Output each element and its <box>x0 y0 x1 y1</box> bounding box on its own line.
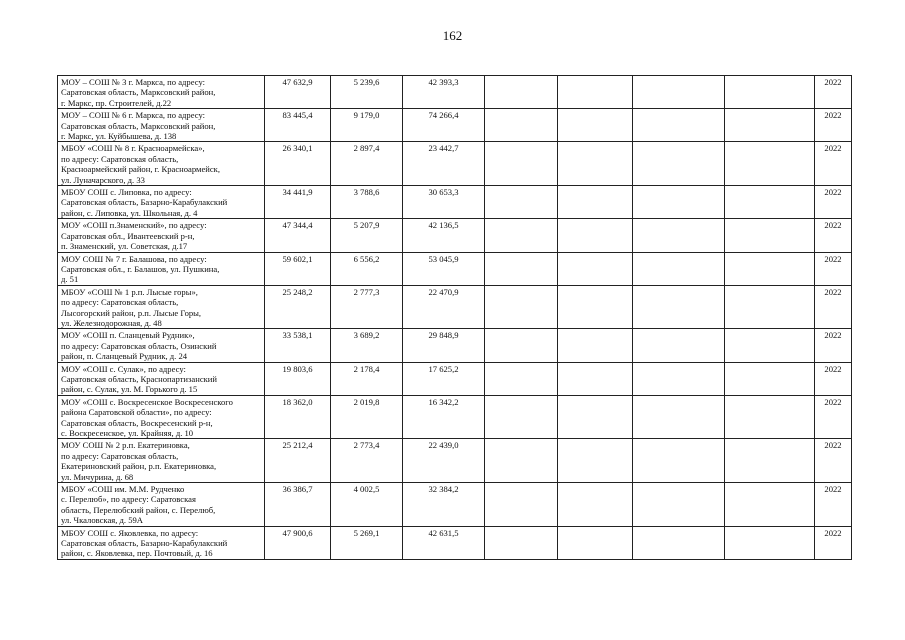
empty-cell <box>633 219 725 252</box>
year-cell: 2022 <box>815 219 852 252</box>
empty-cell <box>558 109 633 142</box>
school-name-line: д. 51 <box>61 274 79 285</box>
empty-cell <box>558 142 633 186</box>
school-name-cell <box>58 285 265 329</box>
empty-cell <box>725 76 815 109</box>
total-cost-cell: 59 602,1 <box>265 252 331 285</box>
regional-share-cell: 2 019,8 <box>331 395 403 439</box>
school-name-cell <box>58 526 265 559</box>
federal-share-cell: 16 342,2 <box>403 395 485 439</box>
year-cell: 2022 <box>815 362 852 395</box>
school-name-cell <box>58 439 265 483</box>
school-name-line: район, с. Сулак, ул. М. Горького д. 15 <box>61 384 198 395</box>
table-body <box>58 76 852 560</box>
total-cost-cell: 33 538,1 <box>265 329 331 362</box>
federal-share-cell: 30 653,3 <box>403 186 485 219</box>
school-name-line: МБОУ «СОШ № 8 г. Красноармейска», <box>61 143 205 154</box>
school-name-line: ул. Мичурина, д. 68 <box>61 471 134 482</box>
empty-cell <box>485 252 558 285</box>
empty-cell <box>558 252 633 285</box>
school-name-line: МОУ – СОШ № 3 г. Маркса, по адресу: <box>61 77 206 87</box>
federal-share-cell: 22 439,0 <box>403 439 485 483</box>
school-name-line: по адресу: Саратовская область, <box>61 297 179 308</box>
school-name-cell <box>58 252 265 285</box>
empty-cell <box>633 109 725 142</box>
empty-cell <box>725 142 815 186</box>
empty-cell <box>725 109 815 142</box>
year-cell: 2022 <box>815 439 852 483</box>
school-name-line: Саратовская область, Марксовский район, <box>61 87 216 98</box>
empty-cell <box>633 362 725 395</box>
empty-cell <box>633 252 725 285</box>
total-cost-cell: 34 441,9 <box>265 186 331 219</box>
empty-cell <box>485 219 558 252</box>
empty-cell <box>558 219 633 252</box>
federal-share-cell: 22 470,9 <box>403 285 485 329</box>
school-name-cell <box>58 362 265 395</box>
year-cell: 2022 <box>815 395 852 439</box>
empty-cell <box>558 285 633 329</box>
federal-share-cell: 23 442,7 <box>403 142 485 186</box>
school-name-line: Саратовская обл., г. Балашов, ул. Пушкина, <box>61 263 220 274</box>
empty-cell <box>633 526 725 559</box>
empty-cell <box>558 395 633 439</box>
school-name-line: Красноармейский район, г. Красноармейск, <box>61 164 221 175</box>
empty-cell <box>633 329 725 362</box>
federal-share-cell: 53 045,9 <box>403 252 485 285</box>
total-cost-cell: 19 803,6 <box>265 362 331 395</box>
empty-cell <box>633 483 725 527</box>
school-name-line: г. Маркс, ул. Куйбышева, д. 138 <box>61 131 177 142</box>
table-row <box>58 76 852 109</box>
empty-cell <box>725 526 815 559</box>
school-name-line: МБОУ СОШ с. Яковлевка, по адресу: <box>61 527 199 538</box>
school-name-line: Саратовская область, Базарно-Карабулакский <box>61 197 228 208</box>
empty-cell <box>725 439 815 483</box>
school-name-line: Саратовская область, Марксовский район, <box>61 120 216 131</box>
school-name-cell <box>58 76 265 109</box>
regional-share-cell: 3 689,2 <box>331 329 403 362</box>
year-cell: 2022 <box>815 329 852 362</box>
regional-share-cell: 4 002,5 <box>331 483 403 527</box>
empty-cell <box>558 483 633 527</box>
total-cost-cell: 47 900,6 <box>265 526 331 559</box>
school-name-cell <box>58 186 265 219</box>
empty-cell <box>485 329 558 362</box>
school-name-line: МБОУ «СОШ № 1 р.п. Лысые горы», <box>61 286 198 297</box>
empty-cell <box>558 76 633 109</box>
school-name-line: ул. Чкаловская, д. 59А <box>61 515 144 526</box>
year-cell: 2022 <box>815 483 852 527</box>
regional-share-cell: 2 178,4 <box>331 362 403 395</box>
school-name-line: район, с. Яковлевка, пер. Почтовый, д. 16 <box>61 548 213 559</box>
school-name-line: МОУ СОШ № 7 г. Балашова, по адресу: <box>61 253 207 264</box>
regional-share-cell: 3 788,6 <box>331 186 403 219</box>
table-row <box>58 526 852 559</box>
empty-cell <box>485 76 558 109</box>
total-cost-cell: 18 362,0 <box>265 395 331 439</box>
empty-cell <box>485 362 558 395</box>
school-name-line: МБОУ СОШ с. Липовка, по адресу: <box>61 187 192 198</box>
regional-share-cell: 5 239,6 <box>331 76 403 109</box>
school-name-cell <box>58 219 265 252</box>
school-name-line: г. Маркс, пр. Строителей, д.22 <box>61 97 172 108</box>
school-name-line: Екатериновский район, р.п. Екатериновка, <box>61 461 217 472</box>
school-name-line: ул. Луначарского, д. 33 <box>61 174 145 185</box>
year-cell: 2022 <box>815 76 852 109</box>
school-name-line: Лысогорский район, р.п. Лысые Горы, <box>61 307 202 318</box>
empty-cell <box>485 483 558 527</box>
school-name-line: МОУ «СОШ п. Сланцевый Рудник», <box>61 330 195 341</box>
federal-share-cell: 42 136,5 <box>403 219 485 252</box>
empty-cell <box>633 186 725 219</box>
empty-cell <box>558 439 633 483</box>
table-row <box>58 285 852 329</box>
school-name-line: МОУ «СОШ с. Воскресенское Воскресенского <box>61 396 233 407</box>
school-name-line: МОУ СОШ № 2 р.п. Екатериновка, <box>61 440 190 451</box>
school-name-line: района Саратовской области», по адресу: <box>61 407 212 418</box>
school-name-cell <box>58 142 265 186</box>
page-number: 162 <box>442 28 463 43</box>
school-name-line: Саратовская область, Базарно-Карабулакский <box>61 538 228 549</box>
federal-share-cell: 17 625,2 <box>403 362 485 395</box>
table-row <box>58 439 852 483</box>
year-cell: 2022 <box>815 526 852 559</box>
table-row <box>58 483 852 527</box>
table-row <box>58 329 852 362</box>
empty-cell <box>633 142 725 186</box>
year-cell: 2022 <box>815 186 852 219</box>
table-row <box>58 109 852 142</box>
empty-cell <box>633 439 725 483</box>
empty-cell <box>485 439 558 483</box>
schools-table <box>57 75 852 560</box>
empty-cell <box>725 329 815 362</box>
total-cost-cell: 83 445,4 <box>265 109 331 142</box>
school-name-line: с. Воскресенское, ул. Крайняя, д. 10 <box>61 428 194 438</box>
federal-share-cell: 42 393,3 <box>403 76 485 109</box>
empty-cell <box>485 285 558 329</box>
school-name-line: МОУ – СОШ № 6 г. Маркса, по адресу: <box>61 110 206 121</box>
school-name-line: МОУ «СОШ п.Знаменский», по адресу: <box>61 220 207 231</box>
empty-cell <box>558 186 633 219</box>
school-name-line: ул. Железнодорожная, д. 48 <box>61 317 162 328</box>
table-row <box>58 362 852 395</box>
school-name-line: по адресу: Саратовская область, <box>61 450 179 461</box>
total-cost-cell: 47 344,4 <box>265 219 331 252</box>
school-name-cell <box>58 483 265 527</box>
school-name-line: МБОУ «СОШ им. М.М. Рудченко <box>61 484 185 495</box>
school-name-line: МОУ «СОШ с. Сулак», по адресу: <box>61 363 186 374</box>
empty-cell <box>633 395 725 439</box>
empty-cell <box>725 483 815 527</box>
school-name-line: район, п. Сланцевый Рудник, д. 24 <box>61 351 188 362</box>
regional-share-cell: 5 207,9 <box>331 219 403 252</box>
empty-cell <box>558 329 633 362</box>
regional-share-cell: 2 773,4 <box>331 439 403 483</box>
school-name-line: район, с. Липовка, ул. Школьная, д. 4 <box>61 207 198 218</box>
federal-share-cell: 42 631,5 <box>403 526 485 559</box>
empty-cell <box>633 285 725 329</box>
year-cell: 2022 <box>815 285 852 329</box>
school-name-line: по адресу: Саратовская область, <box>61 153 179 164</box>
regional-share-cell: 2 777,3 <box>331 285 403 329</box>
table-row <box>58 395 852 439</box>
total-cost-cell: 26 340,1 <box>265 142 331 186</box>
total-cost-cell: 36 386,7 <box>265 483 331 527</box>
empty-cell <box>633 76 725 109</box>
federal-share-cell: 29 848,9 <box>403 329 485 362</box>
total-cost-cell: 25 212,4 <box>265 439 331 483</box>
school-name-line: с. Перелюб», по адресу: Саратовская <box>61 494 196 505</box>
school-name-line: Саратовская область, Воскресенский р-н, <box>61 417 213 428</box>
empty-cell <box>725 395 815 439</box>
regional-share-cell: 5 269,1 <box>331 526 403 559</box>
school-name-line: Саратовская область, Краснопартизанский <box>61 373 218 384</box>
table-row <box>58 219 852 252</box>
school-name-line: по адресу: Саратовская область, Озинский <box>61 340 217 351</box>
year-cell: 2022 <box>815 109 852 142</box>
empty-cell <box>485 526 558 559</box>
empty-cell <box>485 109 558 142</box>
federal-share-cell: 74 266,4 <box>403 109 485 142</box>
year-cell: 2022 <box>815 142 852 186</box>
total-cost-cell: 25 248,2 <box>265 285 331 329</box>
empty-cell <box>485 186 558 219</box>
empty-cell <box>558 362 633 395</box>
empty-cell <box>485 395 558 439</box>
regional-share-cell: 2 897,4 <box>331 142 403 186</box>
school-name-cell <box>58 109 265 142</box>
total-cost-cell: 47 632,9 <box>265 76 331 109</box>
empty-cell <box>725 362 815 395</box>
table-row <box>58 186 852 219</box>
school-name-cell <box>58 395 265 439</box>
school-name-line: Саратовская обл., Ивантеевский р-н, <box>61 230 195 241</box>
regional-share-cell: 6 556,2 <box>331 252 403 285</box>
table-row <box>58 252 852 285</box>
empty-cell <box>485 142 558 186</box>
empty-cell <box>725 186 815 219</box>
empty-cell <box>725 252 815 285</box>
empty-cell <box>725 219 815 252</box>
school-name-line: область, Перелюбский район, с. Перелюб, <box>61 504 216 515</box>
empty-cell <box>725 285 815 329</box>
school-name-line: п. Знаменский, ул. Советская, д.17 <box>61 241 188 252</box>
empty-cell <box>558 526 633 559</box>
regional-share-cell: 9 179,0 <box>331 109 403 142</box>
table-row <box>58 142 852 186</box>
school-name-cell <box>58 329 265 362</box>
federal-share-cell: 32 384,2 <box>403 483 485 527</box>
year-cell: 2022 <box>815 252 852 285</box>
